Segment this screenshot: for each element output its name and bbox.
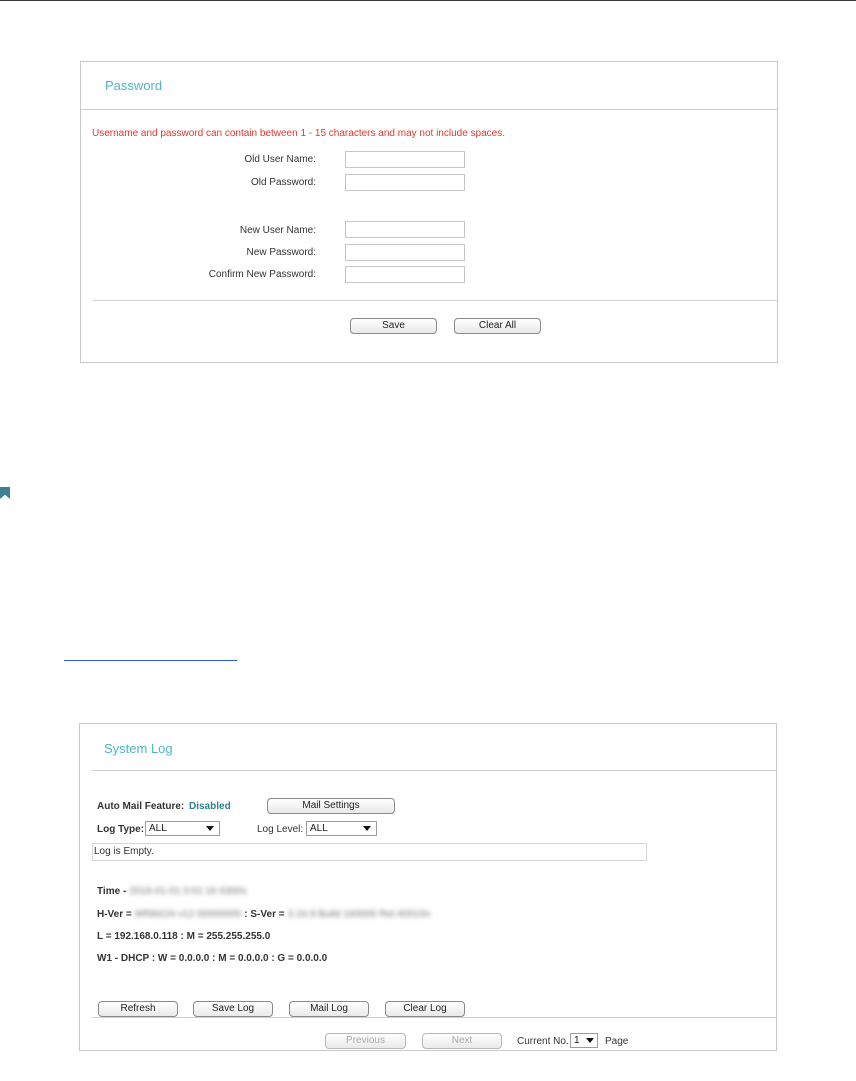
time-line <box>97 886 247 897</box>
page-label: Page <box>605 1036 629 1047</box>
password-panel-title: Password <box>105 78 163 93</box>
version-line <box>97 909 431 920</box>
lan-info-line: L = 192.168.0.118 : M = 255.255.255.0 <box>97 931 271 942</box>
new-user-name-label: New User Name: <box>239 225 316 236</box>
new-user-name-input[interactable] <box>345 221 465 238</box>
clear-all-button[interactable]: Clear All <box>454 318 541 334</box>
auto-mail-label: Auto Mail Feature: <box>97 801 185 812</box>
log-content-box: Log is Empty. <box>92 843 647 861</box>
divider <box>93 300 777 301</box>
old-password-label: Old Password: <box>250 177 316 188</box>
log-level-select[interactable] <box>306 821 377 836</box>
save-button[interactable]: Save <box>350 318 437 334</box>
previous-button[interactable]: Previous <box>325 1033 406 1049</box>
top-border-line <box>0 0 856 1</box>
system-log-panel-title: System Log <box>104 741 173 756</box>
auto-mail-status: Disabled <box>189 801 231 812</box>
link-underline <box>64 660 237 661</box>
page-number-value: 1 <box>574 1035 580 1046</box>
time-value: 2016-01-01 0:01:16 6300s <box>129 886 247 897</box>
wan-info-line: W1 - DHCP : W = 0.0.0.0 : M = 0.0.0.0 : G = 0.0.0.0 <box>97 953 328 964</box>
log-type-value: ALL <box>149 823 167 834</box>
next-button[interactable]: Next <box>422 1033 502 1049</box>
sver-label: : S-Ver = <box>244 909 285 920</box>
mail-log-button[interactable]: Mail Log <box>289 1001 369 1017</box>
log-level-label: Log Level: <box>257 824 304 835</box>
save-log-button[interactable]: Save Log <box>193 1001 273 1017</box>
hver-value: WR841N v12 00000000 <box>134 909 242 920</box>
clear-log-button[interactable]: Clear Log <box>385 1001 465 1017</box>
password-panel <box>80 61 778 363</box>
old-password-input[interactable] <box>345 174 465 191</box>
bookmark-icon <box>0 487 10 499</box>
hver-label: H-Ver = <box>97 909 132 920</box>
chevron-down-icon <box>206 826 214 831</box>
confirm-new-password-label: Confirm New Password: <box>208 269 316 280</box>
current-page-label: Current No. <box>517 1036 569 1047</box>
sver-value: 3.16.9 Build 160000 Rel.40010n <box>287 909 431 920</box>
system-log-panel <box>79 723 777 1051</box>
password-rule-warning: Username and password can contain between 1 - 15 characters and may not include spaces. <box>92 128 506 139</box>
new-password-label: New Password: <box>246 247 316 258</box>
old-user-name-input[interactable] <box>345 151 465 168</box>
confirm-new-password-input[interactable] <box>345 266 465 283</box>
new-password-input[interactable] <box>345 244 465 261</box>
mail-settings-button[interactable]: Mail Settings <box>267 798 395 814</box>
old-user-name-label: Old User Name: <box>244 154 316 165</box>
log-type-select[interactable] <box>145 821 220 836</box>
chevron-down-icon <box>363 826 371 831</box>
time-label: Time - <box>97 886 127 897</box>
log-level-value: ALL <box>310 823 328 834</box>
log-type-label: Log Type: <box>97 824 145 835</box>
page-number-select[interactable] <box>570 1033 598 1048</box>
chevron-down-icon <box>586 1038 594 1043</box>
divider <box>92 1017 776 1018</box>
refresh-button[interactable]: Refresh <box>98 1001 178 1017</box>
divider <box>81 109 777 110</box>
divider <box>92 770 776 771</box>
